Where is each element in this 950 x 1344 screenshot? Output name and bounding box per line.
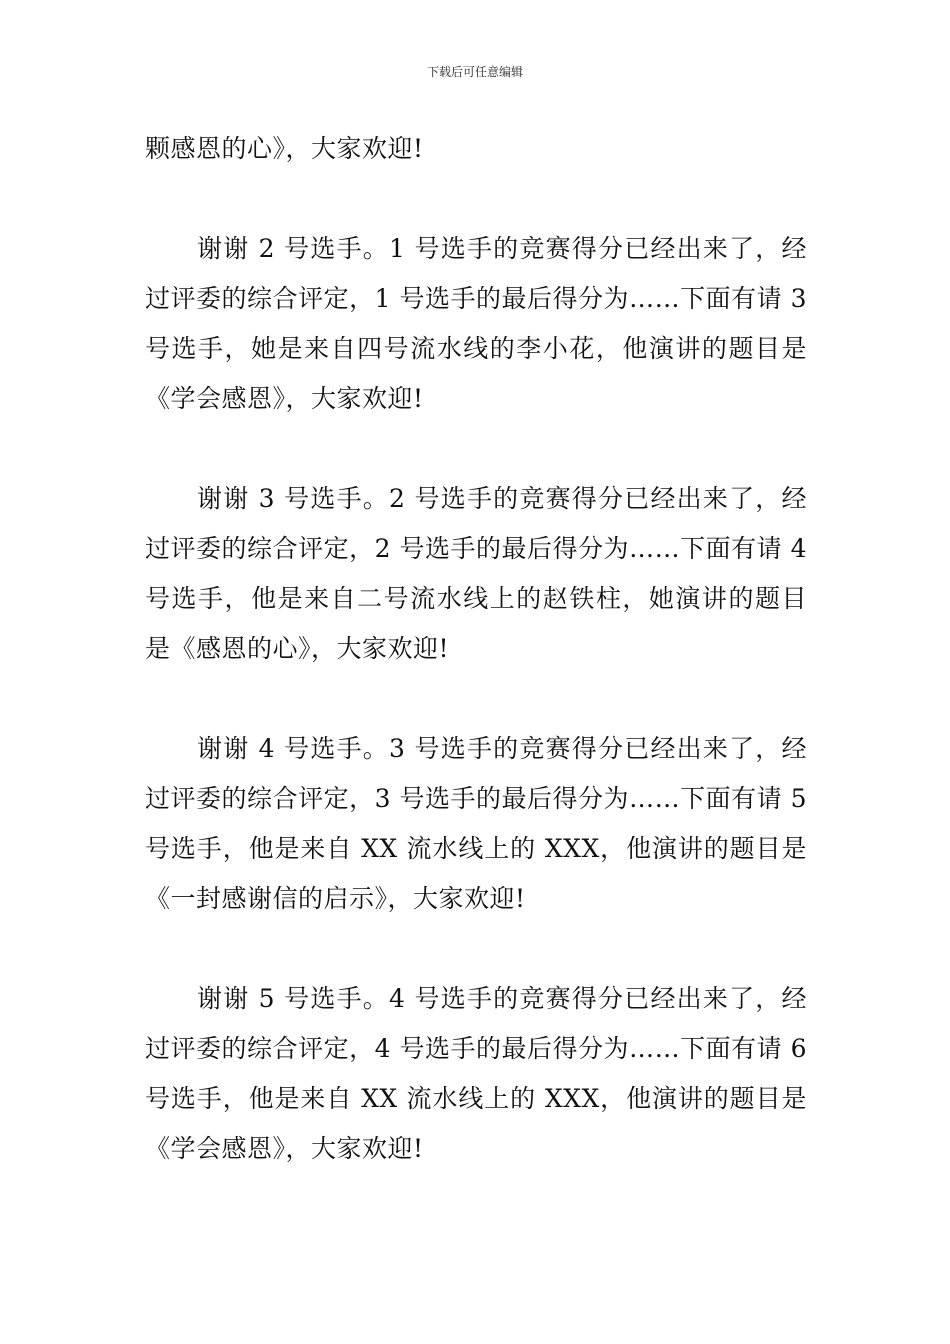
page-header: 下载后可任意编辑 bbox=[426, 65, 523, 79]
paragraph-contestant-3-intro: 谢谢 2 号选手。1 号选手的竞赛得分已经出来了，经过评委的综合评定，1 号选手的最后得分为……下面有请 3 号选手，她是来自四号流水线的李小花，他演讲的题目是《学会感恩》，大家欢迎! bbox=[145, 234, 807, 413]
paragraph-continuation: 颗感恩的心》，大家欢迎! bbox=[145, 134, 424, 163]
paragraph-contestant-4-intro: 谢谢 3 号选手。2 号选手的竞赛得分已经出来了，经过评委的综合评定，2 号选手的最后得分为……下面有请 4 号选手，他是来自二号流水线上的赵铁柱，她演讲的题目是《感恩的心》，大家欢迎! bbox=[145, 484, 807, 663]
document-body bbox=[145, 124, 807, 1224]
paragraph-contestant-5-intro: 谢谢 4 号选手。3 号选手的竞赛得分已经出来了，经过评委的综合评定，3 号选手的最后得分为……下面有请 5 号选手，他是来自 XX 流水线上的 XXX，他演讲的题目是《一封感谢信的启示》，大家欢迎! bbox=[145, 734, 807, 913]
paragraph-contestant-6-intro: 谢谢 5 号选手。4 号选手的竞赛得分已经出来了，经过评委的综合评定，4 号选手的最后得分为……下面有请 6 号选手，他是来自 XX 流水线上的 XXX，他演讲的题目是《学会感恩》，大家欢迎! bbox=[145, 984, 807, 1163]
